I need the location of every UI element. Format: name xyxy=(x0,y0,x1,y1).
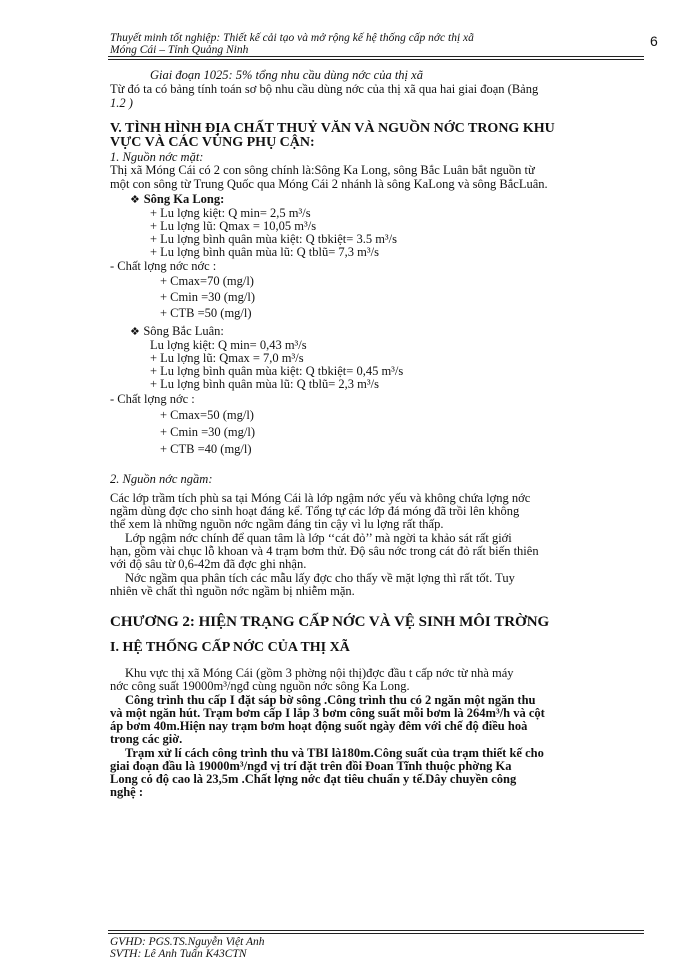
diamond-bullet-icon: ❖ xyxy=(130,193,144,206)
text-line: + Cmin =30 (mg/l) xyxy=(160,290,256,304)
text-line: Khu vực thị xã Móng Cái (gồm 3 phờng nội thị)đợc đầu t cấp nớc từ nhà máy xyxy=(125,666,514,680)
text-line: + Cmin =30 (mg/l) xyxy=(160,425,256,439)
section-heading: V. TÌNH HÌNH ĐỊA CHẤT THUỶ VĂN VÀ NGUỒN NỚC TRONG KHU xyxy=(110,121,555,136)
text-line: + CTB =50 (mg/l) xyxy=(160,306,252,320)
header-line-2: Móng Cái – Tỉnh Quảng Ninh xyxy=(110,44,249,56)
text-line: Trạm xử lí cách công trình thu và TBI là180m.Công suất của trạm thiết kế cho xyxy=(125,746,544,760)
text-line: Nớc ngầm qua phân tích các mẫu lấy đợc cho thấy về mặt lợng thì rất tốt. Tuy xyxy=(125,571,515,585)
text-line: - Chất lợng nớc : xyxy=(110,392,195,406)
section-heading: I. HỆ THỐNG CẤP NỚC CỦA THỊ XÃ xyxy=(110,640,350,655)
text-line: thể xem là những nguồn nớc ngầm đáng tin cậy vì lu lợng rất thấp. xyxy=(110,517,444,531)
river-heading: ❖ Sông Bắc Luân: xyxy=(130,324,224,338)
text-line: Long có độ cao là 23,5m .Chất lợng nớc đạt tiêu chuẩn y tế.Dây chuyền công xyxy=(110,772,517,786)
text-line: - Chất lợng nớc nớc : xyxy=(110,259,217,273)
text-line: Thị xã Móng Cái có 2 con sông chính là:Sông Ka Long, sông Bắc Luân bắt nguồn từ xyxy=(110,163,535,177)
page-number: 6 xyxy=(650,33,658,49)
diamond-bullet-icon: ❖ xyxy=(130,325,144,338)
text-line: trong các giờ. xyxy=(110,732,183,746)
subsection-heading: 2. Nguồn nớc ngầm: xyxy=(110,472,213,486)
text-line: áp bơm 40m.Hiện nay trạm bơm hoạt động suốt ngày đêm với chế độ điều hoà xyxy=(110,719,528,733)
text-line: + Cmax=70 (mg/l) xyxy=(160,274,254,288)
text-line: Giai đoạn 1025: 5% tổng nhu cầu dùng nớc của thị xã xyxy=(150,68,423,82)
text-line: nớc công suất 19000m³/ngđ cùng nguồn nớc sông Ka Long. xyxy=(110,679,410,693)
section-heading: VỰC VÀ CÁC VÙNG PHỤ CẬN: xyxy=(110,135,315,150)
text-line: với độ sâu từ 0,6-42m đã đợc ghi nhận. xyxy=(110,557,307,571)
text-line: + Lu lợng lũ: Qmax = 7,0 m³/s xyxy=(150,351,304,365)
text-line: Lu lợng kiệt: Q min= 0,43 m³/s xyxy=(150,338,307,352)
text-line: Từ đó ta có bảng tính toán sơ bộ nhu cầu dùng nớc của thị xã qua hai giai đoạn (Bảng xyxy=(110,82,539,96)
text-line: + Lu lợng bình quân mùa kiệt: Q tbkiệt= 3.5 m³/s xyxy=(150,232,398,246)
text-line: Công trình thu cấp I đặt sáp bờ sông .Công trình thu có 2 ngăn một ngăn thu xyxy=(125,693,536,707)
text-line: giai đoạn đầu là 19000m³/ngđ vị trí đặt trên đồi Đoan Tĩnh thuộc phờng Ka xyxy=(110,759,512,773)
text-line: + Lu lợng lũ: Qmax = 10,05 m³/s xyxy=(150,219,317,233)
chapter-heading: CHƯƠNG 2: HIỆN TRẠNG CẤP NỚC VÀ VỆ SINH MÔI TRỜNG xyxy=(110,614,550,630)
header-rule xyxy=(108,59,644,60)
text-line: ngầm dùng đợc cho sinh hoạt đáng kể. Tổng tự các lớp đá móng đã trồi lên không xyxy=(110,504,520,518)
footer-rule xyxy=(108,933,644,934)
text-line: + Lu lợng bình quân mùa kiệt: Q tbkiệt= 0,45 m³/s xyxy=(150,364,404,378)
text-line: + Lu lợng bình quân mùa lũ: Q tblũ= 2,3 m³/s xyxy=(150,377,379,391)
page-header xyxy=(110,32,640,56)
river-heading: ❖ Sông Ka Long: xyxy=(130,192,225,206)
header-rule xyxy=(108,56,644,57)
subsection-heading: 1. Nguồn nớc mặt: xyxy=(110,150,204,164)
footer-supervisor: GVHD: PGS.TS.Nguyễn Việt Anh xyxy=(110,936,265,948)
text-line: nhiên về chất thì nguồn nớc ngầm bị nhiễm mặn. xyxy=(110,584,355,598)
footer-rule xyxy=(108,930,644,931)
text-line: Lớp ngậm nớc chính để quan tâm là lớp ‘‘cát đỏ’’ mà ngời ta khảo sát rất giới xyxy=(125,531,512,545)
header-line-1: Thuyết minh tốt nghiệp: Thiết kế cải tạo và mở rộng kế hệ thống cấp nớc thị xã xyxy=(110,32,474,44)
text-line: 1.2 ) xyxy=(110,96,133,110)
text-line: + Cmax=50 (mg/l) xyxy=(160,408,254,422)
footer-student: SVTH: Lê Anh Tuấn K43CTN xyxy=(110,948,247,960)
text-line: và một ngăn hút. Trạm bơm cấp I lắp 3 bơm công suất mỗi bơm là 264m³/h và cột xyxy=(110,706,545,720)
text-line: nghệ : xyxy=(110,785,143,799)
text-line: + Lu lợng bình quân mùa lũ: Q tblũ= 7,3 m³/s xyxy=(150,245,379,259)
text-line: + Lu lợng kiệt: Q min= 2,5 m³/s xyxy=(150,206,311,220)
text-line: + CTB =40 (mg/l) xyxy=(160,442,252,456)
text-line: hạn, gồm vài chục lỗ khoan và 4 trạm bơm thử. Độ sâu nớc trong cát đỏ rất biến thiên xyxy=(110,544,539,558)
text-line: Các lớp trầm tích phù sa tại Móng Cái là lớp ngậm nớc yếu và không chứa lợng nớc xyxy=(110,491,531,505)
text-line: một con sông từ Trung Quốc qua Móng Cái 2 nhánh là sông KaLong và sông BắcLuân. xyxy=(110,177,548,191)
